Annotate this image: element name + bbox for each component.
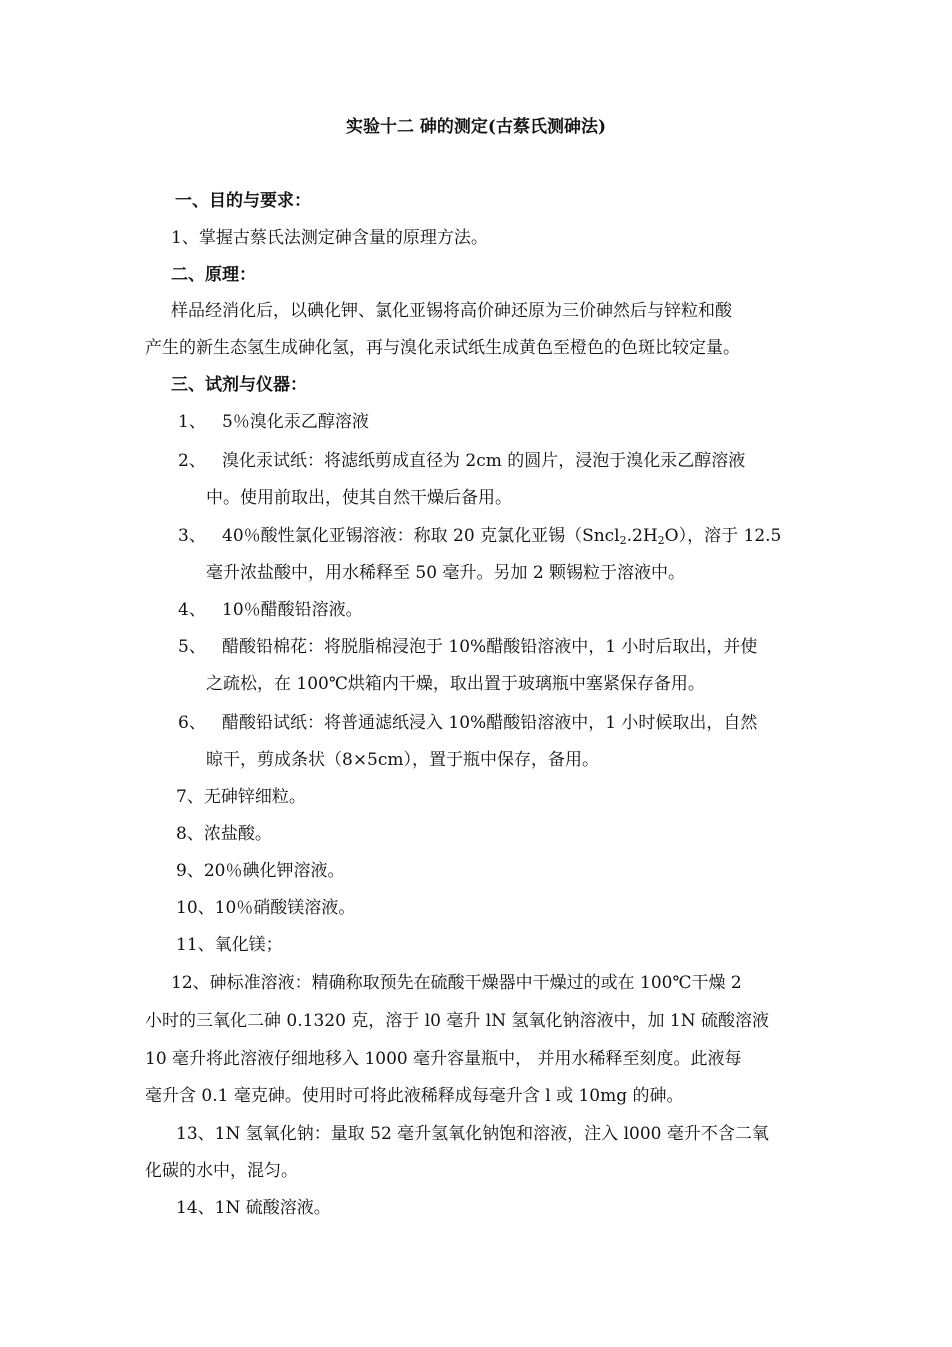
reagent-4-number: 4、: [178, 600, 206, 620]
reagent-13-line-2: 化碳的水中，混匀。: [145, 1161, 298, 1181]
reagent-5-line-2: 之疏松，在 100℃烘箱内干燥，取出置于玻璃瓶中塞紧保存备用。: [206, 674, 705, 694]
section-heading-objectives: 一、目的与要求：: [175, 191, 311, 211]
reagent-9: 9、20％碘化钾溶液。: [176, 861, 345, 881]
reagent-13-line-1: 13、1N 氢氧化钠：量取 52 毫升氢氧化钠饱和溶液，注入 l000 毫升不含二氧: [176, 1124, 769, 1144]
reagent-12-line-1: 12、砷标准溶液：精确称取预先在硫酸干燥器中干燥过的或在 100℃干燥 2: [171, 973, 742, 993]
principle-line-2: 产生的新生态氢生成砷化氢，再与溴化汞试纸生成黄色至橙色的色斑比较定量。: [145, 338, 740, 358]
reagent-3-line-2: 毫升浓盐酸中，用水稀释至 50 毫升。另加 2 颗锡粒于溶液中。: [206, 563, 686, 583]
reagent-4-text: 10％醋酸铅溶液。: [222, 600, 363, 620]
reagent-2-line-1: 溴化汞试纸：将滤纸剪成直径为 2cm 的圆片，浸泡于溴化汞乙醇溶液: [222, 451, 746, 471]
reagent-12-line-2: 小时的三氧化二砷 0.1320 克，溶于 l0 毫升 lN 氢氧化钠溶液中，加 1N 硫酸溶液: [145, 1011, 769, 1031]
reagent-3-line-1: 40％酸性氯化亚锡溶液：称取 20 克氯化亚锡$(Sncl_2.2H_2O)$，溶于 12.5: [222, 526, 782, 547]
reagent-6-line-2: 晾干，剪成条状（8×5cm），置于瓶中保存，备用。: [206, 750, 600, 770]
objective-item-1: 1、掌握古蔡氏法测定砷含量的原理方法。: [171, 228, 488, 248]
reagent-10: 10、10％硝酸镁溶液。: [176, 898, 356, 918]
reagent-11: 11、氧化镁；: [176, 935, 283, 955]
reagent-12-line-3: 10 毫升将此溶液仔细地移入 1000 毫升容量瓶中， 并用水稀释至刻度。此液每: [145, 1049, 742, 1069]
section-heading-reagents: 三、试剂与仪器：: [171, 375, 307, 395]
reagent-12-line-4: 毫升含 0.1 毫克砷。使用时可将此液稀释成每毫升含 l 或 10mg 的砷。: [145, 1086, 684, 1106]
reagent-6-number: 6、: [178, 713, 206, 733]
section-heading-principle: 二、原理：: [171, 265, 256, 285]
reagent-14: 14、1N 硫酸溶液。: [176, 1198, 331, 1218]
reagent-5-number: 5、: [178, 637, 206, 657]
principle-line-1: 样品经消化后，以碘化钾、氯化亚锡将高价砷还原为三价砷然后与锌粒和酸: [171, 301, 732, 321]
reagent-1-number: 1、: [178, 412, 206, 432]
reagent-2-line-2: 中。使用前取出，使其自然干燥后备用。: [206, 488, 512, 508]
page-title: 实验十二 砷的测定(古蔡氏测砷法): [345, 117, 606, 137]
reagent-3-number: 3、: [178, 526, 206, 546]
reagent-5-line-1: 醋酸铅棉花：将脱脂棉浸泡于 10%醋酸铅溶液中，1 小时后取出，并使: [222, 637, 758, 657]
reagent-6-line-1: 醋酸铅试纸：将普通滤纸浸入 10%醋酸铅溶液中，1 小时候取出，自然: [222, 713, 758, 733]
reagent-8: 8、浓盐酸。: [176, 824, 272, 844]
reagent-1-text: 5％溴化汞乙醇溶液: [222, 412, 369, 432]
reagent-2-number: 2、: [178, 451, 206, 471]
reagent-7: 7、无砷锌细粒。: [176, 787, 306, 807]
